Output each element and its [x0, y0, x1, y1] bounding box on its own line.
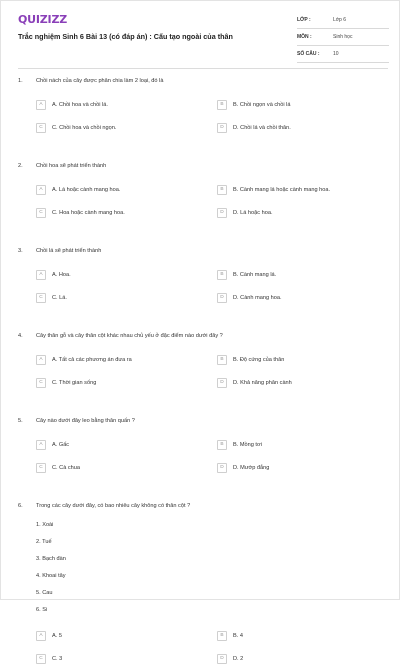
- meta-label: MÔN :: [297, 34, 312, 40]
- option-a[interactable]: [36, 624, 217, 647]
- option-b[interactable]: [217, 433, 398, 456]
- option-text: C. Chồi hoa và chồi ngọn.: [52, 124, 117, 131]
- option-c[interactable]: [36, 371, 217, 394]
- question-text: Chồi nách của cây được phân chia làm 2 loại, đó là: [36, 77, 164, 84]
- option-a[interactable]: [36, 178, 217, 201]
- answer-options: [1, 263, 401, 309]
- question-item: 4. Khoai tây: [36, 572, 66, 579]
- option-text: D. Mướp đắng: [233, 464, 270, 471]
- option-checkbox[interactable]: D: [217, 654, 227, 664]
- question-text: Trong các cây dưới đây, có bao nhiêu cây không có thân cột ?: [36, 502, 191, 509]
- option-a[interactable]: [36, 93, 217, 116]
- option-text: A. Chồi hoa và chồi lá.: [52, 101, 108, 108]
- quizizz-logo: QUIZIZZ: [18, 13, 67, 26]
- question-header: [1, 159, 401, 172]
- option-checkbox[interactable]: D: [217, 208, 227, 218]
- question-item: 1. Xoài: [36, 521, 54, 528]
- question-2: [1, 159, 401, 224]
- option-text: A. Lá hoặc cành mang hoa.: [52, 186, 121, 193]
- option-c[interactable]: [36, 116, 217, 139]
- option-c[interactable]: [36, 647, 217, 670]
- option-b[interactable]: [217, 624, 398, 647]
- option-text: B. Chồi ngọn và chồi lá: [233, 101, 291, 108]
- question-item: 3. Bạch đàn: [36, 555, 66, 562]
- option-text: A. 5: [52, 632, 62, 639]
- option-checkbox[interactable]: C: [36, 123, 46, 133]
- question-number: 5.: [18, 417, 23, 424]
- option-checkbox[interactable]: D: [217, 378, 227, 388]
- option-d[interactable]: [217, 456, 398, 479]
- answer-options: [1, 93, 401, 139]
- question-number: 1.: [18, 77, 23, 84]
- answer-options: [1, 624, 401, 670]
- question-header: [1, 414, 401, 427]
- meta-row-count: [297, 46, 389, 63]
- option-checkbox[interactable]: A: [36, 631, 46, 641]
- option-a[interactable]: [36, 348, 217, 371]
- option-text: D. Khả năng phân cành: [233, 379, 292, 386]
- option-checkbox[interactable]: B: [217, 270, 227, 280]
- option-checkbox[interactable]: C: [36, 378, 46, 388]
- question-header: [1, 244, 401, 257]
- option-checkbox[interactable]: D: [217, 123, 227, 133]
- worksheet-title: Trắc nghiệm Sinh 6 Bài 13 (có đáp án) : Cấu tạo ngoài của thân: [18, 32, 233, 41]
- option-b[interactable]: [217, 178, 398, 201]
- question-3: [1, 244, 401, 309]
- option-checkbox[interactable]: C: [36, 463, 46, 473]
- question-header: [1, 74, 401, 87]
- meta-value: 10: [333, 51, 339, 57]
- question-number: 4.: [18, 332, 23, 339]
- question-item: 2. Tuế: [36, 538, 52, 545]
- option-a[interactable]: [36, 433, 217, 456]
- option-checkbox[interactable]: C: [36, 208, 46, 218]
- option-text: D. Chồi lá và chồi thân.: [233, 124, 291, 131]
- option-d[interactable]: [217, 116, 398, 139]
- question-header: [1, 499, 401, 512]
- question-5: [1, 414, 401, 479]
- option-b[interactable]: [217, 263, 398, 286]
- option-c[interactable]: [36, 201, 217, 224]
- answer-options: [1, 178, 401, 224]
- question-items: [1, 516, 401, 618]
- answer-options: [1, 348, 401, 394]
- meta-value: Lớp 6: [333, 17, 347, 23]
- question-number: 6.: [18, 502, 23, 509]
- question-text: Cây nào dưới đây leo bằng thân quấn ?: [36, 417, 135, 424]
- meta-row-class: [297, 12, 389, 29]
- option-a[interactable]: [36, 263, 217, 286]
- option-d[interactable]: [217, 371, 398, 394]
- option-text: B. Độ cứng của thân: [233, 356, 285, 363]
- question-text: Chồi lá sẽ phát triển thành: [36, 247, 102, 254]
- option-checkbox[interactable]: C: [36, 654, 46, 664]
- question-text: Cây thân gỗ và cây thân cột khác nhau chủ yếu ở đặc điểm nào dưới đây ?: [36, 332, 223, 339]
- meta-row-subject: [297, 29, 389, 46]
- option-b[interactable]: [217, 93, 398, 116]
- option-text: B. Cành mang lá hoặc cành mang hoa.: [233, 186, 331, 193]
- question-item: 6. Si: [36, 606, 48, 613]
- option-text: B. 4: [233, 632, 243, 639]
- question-list: [1, 74, 401, 670]
- option-checkbox[interactable]: B: [217, 185, 227, 195]
- answer-options: [1, 433, 401, 479]
- question-4: [1, 329, 401, 394]
- option-text: B. Mồng tơi: [233, 441, 262, 448]
- option-text: D. 2: [233, 655, 244, 662]
- option-text: C. Hoa hoặc cành mang hoa.: [52, 209, 125, 216]
- option-text: A. Hoa.: [52, 271, 71, 278]
- option-checkbox[interactable]: D: [217, 463, 227, 473]
- meta-value: Sinh học: [333, 34, 353, 40]
- meta-label: LỚP :: [297, 17, 311, 23]
- question-number: 3.: [18, 247, 23, 254]
- option-text: C. Thời gian sống: [52, 379, 97, 386]
- option-checkbox[interactable]: B: [217, 631, 227, 641]
- option-checkbox[interactable]: B: [217, 100, 227, 110]
- option-checkbox[interactable]: A: [36, 185, 46, 195]
- option-c[interactable]: [36, 286, 217, 309]
- question-item: 5. Cau: [36, 589, 53, 596]
- option-text: B. Cành mang lá.: [233, 271, 277, 278]
- option-text: A. Tất cả các phương án đưa ra: [52, 356, 132, 363]
- question-number: 2.: [18, 162, 23, 169]
- option-text: D. Lá hoặc hoa.: [233, 209, 273, 216]
- option-checkbox[interactable]: A: [36, 440, 46, 450]
- option-checkbox[interactable]: D: [217, 293, 227, 303]
- question-6: [1, 499, 401, 670]
- option-text: D. Cành mang hoa.: [233, 294, 282, 301]
- option-checkbox[interactable]: A: [36, 355, 46, 365]
- option-checkbox[interactable]: B: [217, 355, 227, 365]
- option-text: A. Gấc: [52, 441, 70, 448]
- option-checkbox[interactable]: B: [217, 440, 227, 450]
- question-text: Chồi hoa sẽ phát triển thành: [36, 162, 107, 169]
- question-header: [1, 329, 401, 342]
- option-text: C. Lá.: [52, 294, 67, 301]
- option-d[interactable]: [217, 647, 398, 670]
- meta-label: SỐ CÂU :: [297, 51, 320, 57]
- option-checkbox[interactable]: A: [36, 100, 46, 110]
- option-checkbox[interactable]: C: [36, 293, 46, 303]
- option-b[interactable]: [217, 348, 398, 371]
- option-d[interactable]: [217, 286, 398, 309]
- meta-panel: [297, 12, 389, 63]
- option-checkbox[interactable]: A: [36, 270, 46, 280]
- question-1: [1, 74, 401, 139]
- option-text: C. 3: [52, 655, 63, 662]
- option-text: C. Cà chua: [52, 464, 80, 471]
- header-divider: [18, 68, 388, 69]
- option-d[interactable]: [217, 201, 398, 224]
- option-c[interactable]: [36, 456, 217, 479]
